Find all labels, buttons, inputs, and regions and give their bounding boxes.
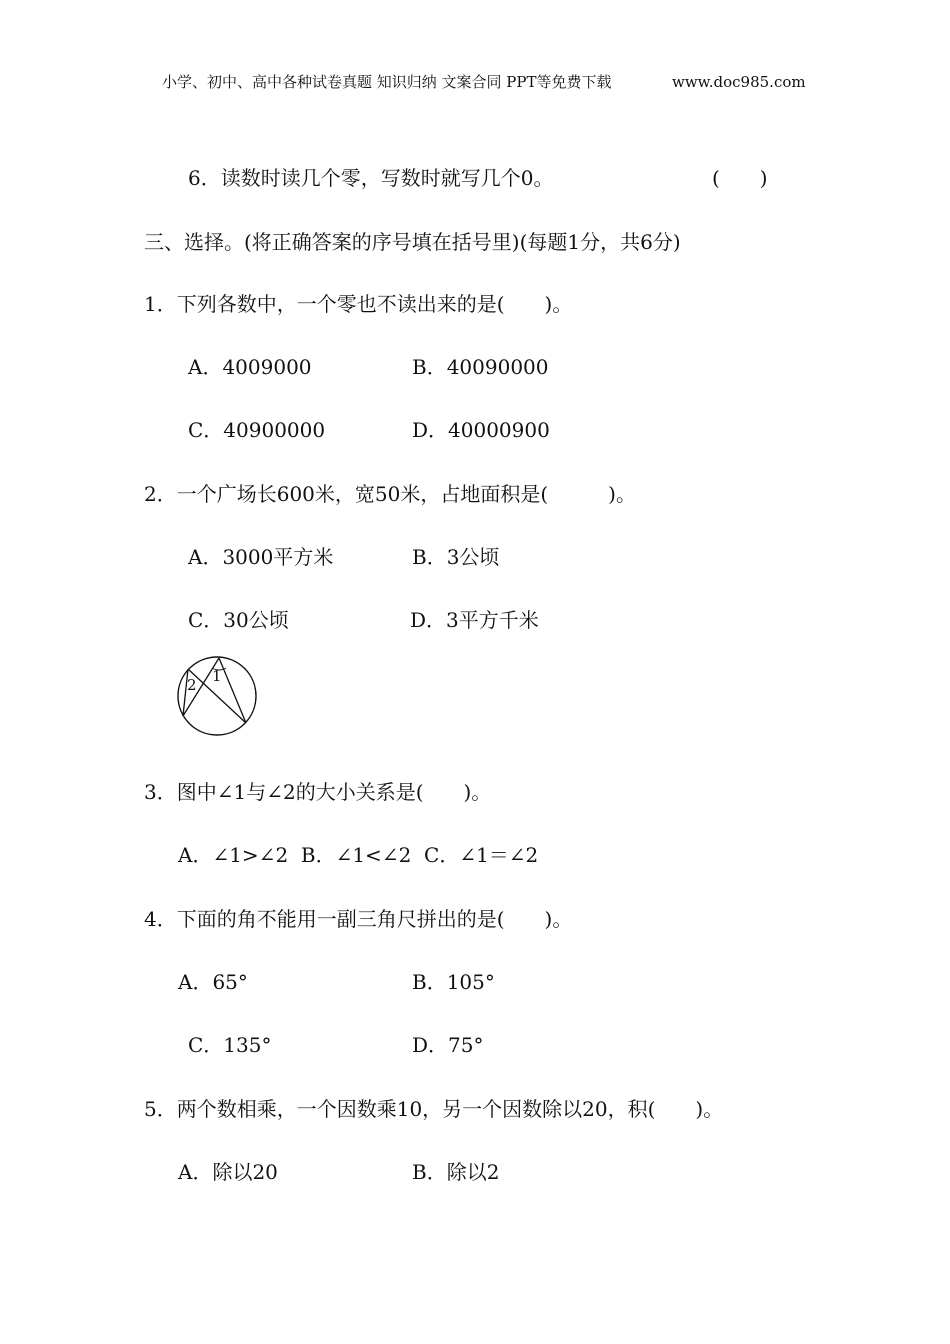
options: A．∠1>∠2 B．∠1<∠2 C．∠1＝∠2 (178, 843, 539, 867)
option-b: B．105° (412, 970, 495, 994)
option-a: A．除以20 (178, 1160, 278, 1184)
option-a: A．3000平方米 (188, 545, 334, 569)
option-b: B．40090000 (412, 355, 549, 379)
header-text: 小学、初中、高中各种试卷真题 知识归纳 文案合同 PPT等免费下载 (162, 73, 612, 91)
question-3: 3．图中∠1与∠2的大小关系是( )。 (144, 780, 492, 804)
option-b: B．3公顷 (412, 545, 500, 569)
angle-label-1: 1 (212, 667, 222, 685)
question-4: 4．下面的角不能用一副三角尺拼出的是( )。 (144, 907, 573, 931)
angle-label-2: 2 (187, 676, 197, 694)
section-title: 三、选择。(将正确答案的序号填在括号里)(每题1分，共6分) (144, 230, 681, 254)
option-c: C．40900000 (188, 418, 326, 442)
judge-question-6: 6．读数时读几个零，写数时就写几个0。 (188, 166, 554, 190)
question-1: 1．下列各数中，一个零也不读出来的是( )。 (144, 292, 573, 316)
option-d: D．75° (412, 1033, 484, 1057)
option-d: D．40000900 (412, 418, 550, 442)
option-d: D．3平方千米 (410, 608, 539, 632)
question-5: 5．两个数相乘，一个因数乘10，另一个因数除以20，积( )。 (144, 1097, 724, 1121)
option-a: A．65° (178, 970, 248, 994)
header-url[interactable]: www.doc985.com (672, 73, 806, 91)
option-a: A．4009000 (188, 355, 312, 379)
option-c: C．135° (188, 1033, 272, 1057)
answer-paren: ( ) (712, 166, 768, 190)
question-2: 2．一个广场长600米，宽50米，占地面积是( )。 (144, 482, 636, 506)
option-c: C．30公顷 (188, 608, 289, 632)
option-b: B．除以2 (412, 1160, 500, 1184)
